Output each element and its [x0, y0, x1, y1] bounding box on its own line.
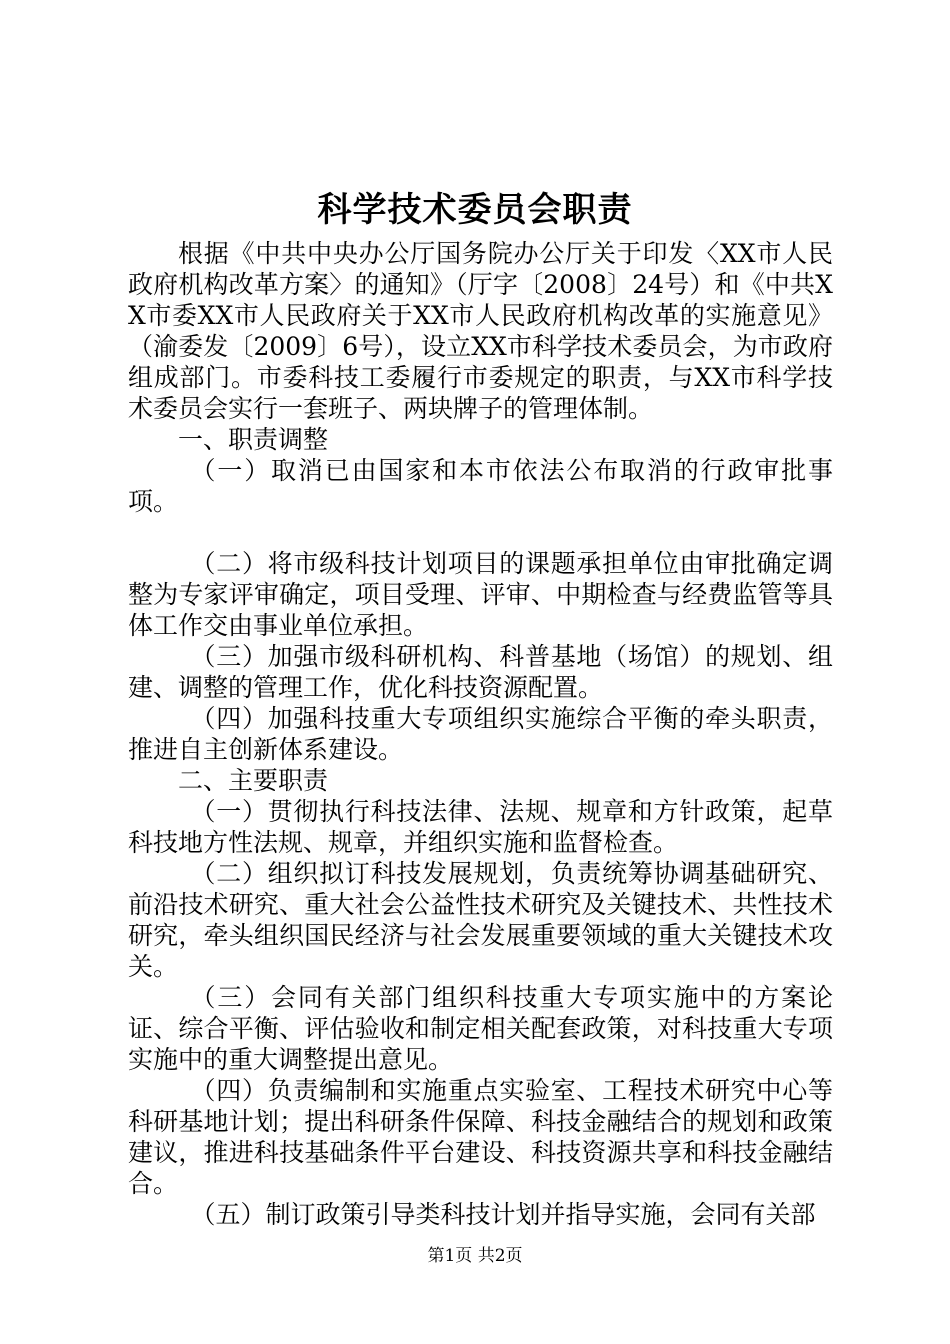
- section-heading-main-responsibilities: 二、主要职责: [178, 766, 329, 795]
- intro-paragraph: 根据《中共中央办公厅国务院办公厅关于印发〈XX市人民政府机构改革方案〉的通知》（厅字〔2008〕24号）和《中共XX市委XX市人民政府关于XX市人民政府机构改革的实施意见》（渝委发〔2009〕6号），设立XX市科学技术委员会，为市政府组成部门。市委科技工委履行市委规定的职责，与XX市科学技术委员会实行一套班子、两块牌子的管理体制。: [128, 239, 833, 423]
- section1-item-3: （三）加强市级科研机构、科普基地（场馆）的规划、组建、调整的管理工作，优化科技资源配置。: [128, 642, 833, 702]
- section2-item-3: （三）会同有关部门组织科技重大专项实施中的方案论证、综合平衡、评估验收和制定相关配套政策，对科技重大专项实施中的重大调整提出意见。: [128, 983, 833, 1074]
- section2-item-1: （一）贯彻执行科技法律、法规、规章和方针政策，起草科技地方性法规、规章，并组织实施和监督检查。: [128, 797, 833, 857]
- document-body: [128, 238, 833, 1230]
- section-heading-responsibility-adjustment: 一、职责调整: [178, 425, 329, 454]
- section1-item-1: （一）取消已由国家和本市依法公布取消的行政审批事项。: [128, 456, 833, 516]
- section1-item-4: （四）加强科技重大专项组织实施综合平衡的牵头职责，推进自主创新体系建设。: [128, 704, 833, 764]
- section2-item-4: （四）负责编制和实施重点实验室、工程技术研究中心等科研基地计划；提出科研条件保障、科技金融结合的规划和政策建议，推进科技基础条件平台建设、科技资源共享和科技金融结合。: [128, 1076, 833, 1198]
- section2-item-5: （五）制订政策引导类科技计划并指导实施，会同有关部: [190, 1200, 816, 1229]
- page-footer: 第1页 共2页: [427, 1246, 523, 1266]
- section2-item-2: （二）组织拟订科技发展规划，负责统筹协调基础研究、前沿技术研究、重大社会公益性技术研究及关键技术、共性技术研究，牵头组织国民经济与社会发展重要领域的重大关键技术攻关。: [128, 859, 833, 981]
- document-title: 科学技术委员会职责: [317, 190, 633, 230]
- section1-item-2: （二）将市级科技计划项目的课题承担单位由审批确定调整为专家评审确定，项目受理、评审、中期检查与经费监管等具体工作交由事业单位承担。: [128, 549, 833, 640]
